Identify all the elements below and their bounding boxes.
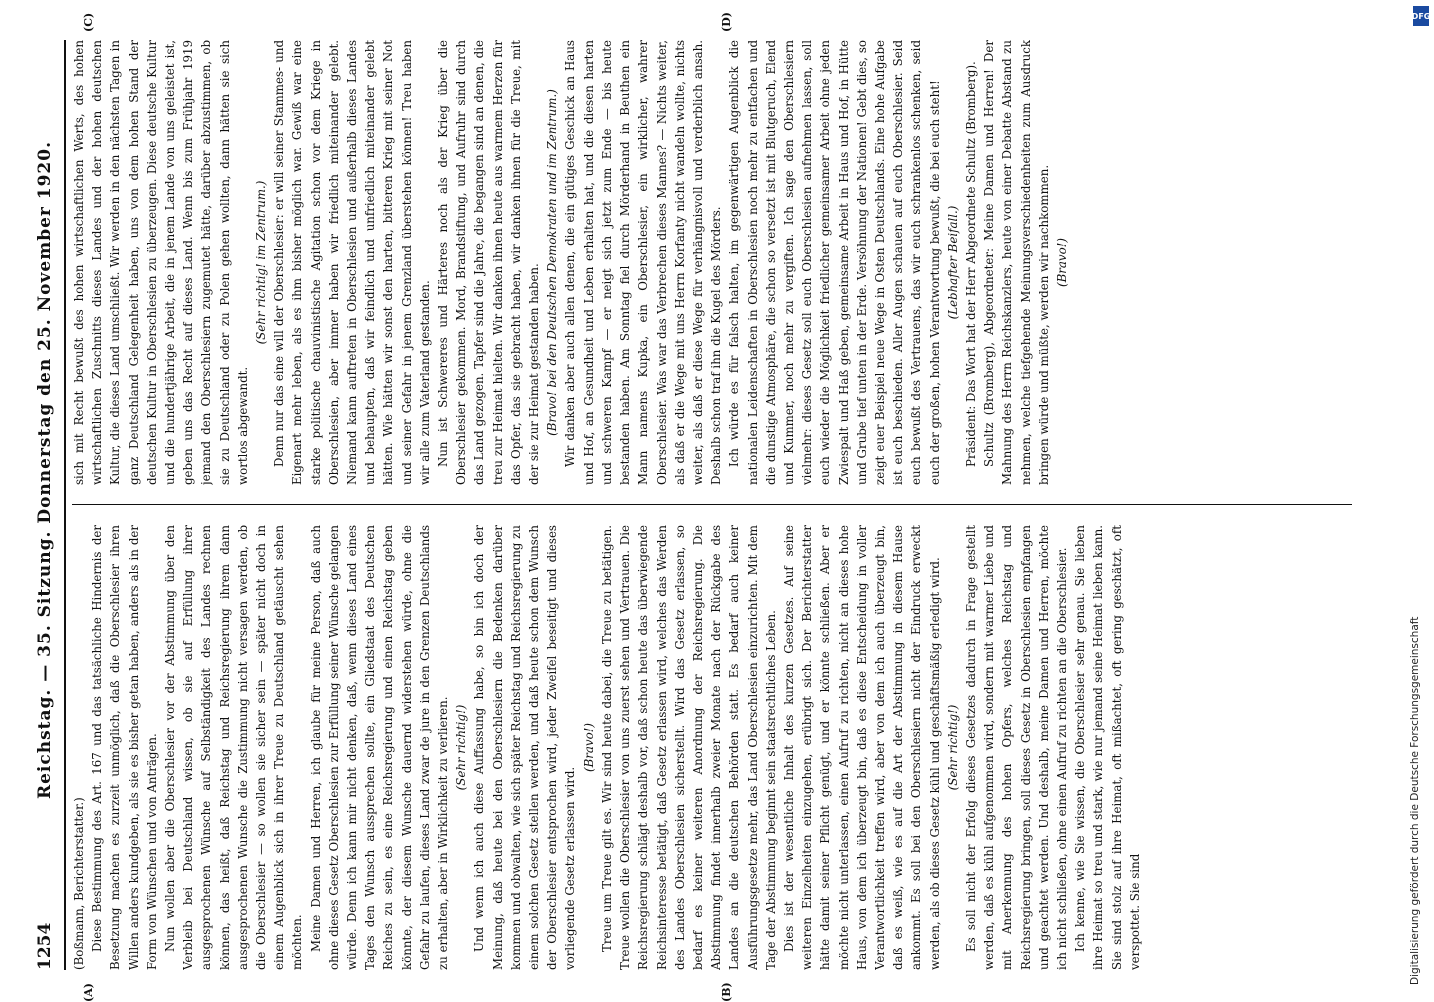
interjection: (Sehr richtig! im Zentrum.) <box>254 180 269 345</box>
speaker-paragraph: Schultz (Bromberg), Abgeordneter: Meine Damen und Herren! Der Mahnung des Herrn Reichskanzlers, heute von einer Debatte Abstand zu nehmen, welche tiefgehende Meinungsverschiedenheiten zum Ausdruck bringen würde und müßte, werden wir nachkommen. <box>982 40 1051 485</box>
dfg-logo: DFG <box>1413 6 1429 26</box>
right-column <box>70 40 1360 485</box>
paragraph: Meine Damen und Herren, ich glaube für meine Person, daß auch ohne dieses Gesetz Oberschlesien zur Erfüllung seiner Wünsche gelangen würde. Denn ich kann mir nicht denken, daß, wenn dieses Land eines Tages den Wunsch aussprechen sollte, ein Gliedstaat des Deutschen Reiches zu sein, es eine Reichsregierung und einen Reichstag geben könnte, der diesem Wunsche dauernd widerstehen würde, ohne die Gefahr zu laufen, dieses Land zwar de jure in den Grenzen Deutschlands zu erhalten, aber in Wirklichkeit zu verlieren. <box>308 525 451 970</box>
paragraph: Treue um Treue gilt es. Wir sind heute dabei, die Treue zu betätigen. Treue wollen die Oberschlesier von uns zuerst sehen und Vertrauen. Die Reichsregierung schlägt deshalb vor, daß schon heute das überwiegende Reichsinteresse betätigt, daß Gesetz erlassen wird, welches das Werden des Landes Oberschlesien sicherstellt. Wird das Gesetz erlassen, so bedarf es keiner weiteren Anordnung der Reichsregierung. Die Abstimmung findet innerhalb zweier Monate nach der Rückgabe des Landes an die deutschen Behörden statt. Es bedarf auch keiner Ausführungsgesetze mehr, das Land Oberschlesien einzurichten. Mit dem Tage der Abstimmung beginnt sein staatsrechtliches Leben. <box>599 525 778 970</box>
interjection: (Lebhafter Beifall.) <box>945 205 960 320</box>
margin-marker-d: (D) <box>720 12 733 32</box>
speaker-paragraph: Präsident: Das Wort hat der Herr Abgeordnete Schultz (Bromberg). <box>963 61 978 467</box>
margin-marker-b: (B) <box>720 982 733 1002</box>
margin-marker-a: (A) <box>82 983 95 1002</box>
paragraph: Wir danken aber auch allen denen, die ein gütiges Geschick an Haus und Hof, an Gesundheit und Leben erhalten hat, und die diesen harten und schweren Kampf — er neigt sich jetzt zum Ende — bis heute bestanden haben. Am Sonntag fiel durch Mörderhand in Beuthen ein Mann namens Kupka, ein Oberschlesier, ein wirklicher, wahrer Oberschlesier. Was war das Verbrechen dieses Mannes? — Nichts weiter, als daß er die Wege mit uns Herrn Korfanty nicht wandeln wollte, nichts weiter, als daß er diese Wege für verhängnisvoll und verderblich ansah. Deshalb schon traf ihn die Kugel des Mörders. <box>563 40 724 485</box>
left-column <box>70 525 1360 970</box>
margin-marker-c: (C) <box>82 12 95 32</box>
interjection: (Bravo!) <box>1054 237 1069 288</box>
interjection: (Sehr richtig!) <box>454 704 469 791</box>
paragraph: Und wenn ich auch diese Auffassung habe, so bin ich doch der Meinung, daß heute bei den Oberschlesiern die Bedenken darüber kommen und obwalten, wie sich später Reichstag und Reichsregierung zu einem solchen Gesetz stellen werden, und daß heute schon dem Wunsch der Oberschlesier entsprochen wird, jeder Zweifel beseitigt und dieses vorliegende Gesetz erlassen wird. <box>472 525 578 970</box>
paragraph: Nun ist Schwereres und Härteres noch als der Krieg über die Oberschlesier gekommen. Mord, Brandstiftung, und Aufruhr sind durch das Land gezogen. Tapfer sind die Jahre, die begangen sind an denen, die treu zur Heimat hielten. Wir danken ihnen heute aus warmem Herzen für das Opfer, das sie gebracht haben, wir danken ihnen für die Treue, mit der sie zur Heimat gestanden haben. <box>436 40 542 485</box>
digitization-credit: Digitalisierung gefördert durch die Deutsche Forschungsgemeinschaft <box>1409 616 1421 985</box>
interjection: (Bravo!) <box>581 722 596 773</box>
column-divider <box>72 504 1352 505</box>
paragraph: Diese Bestimmung des Art. 167 und das tatsächliche Hindernis der Besetzung machen es zurzeit unmöglich, daß die Oberschlesier ihren Willen anders kundgeben, als sie es bisher getan haben, anders als in der Form von Wünschen und von Anträgen. <box>90 525 159 970</box>
paragraph: Ich kenne, wie Sie wissen, die Oberschlesier sehr genau. Sie lieben ihre Heimat so treu und stark, wie nur jemand seine Heimat lieben kann. Sie sind stolz auf ihre Heimat, oft mißachtet, oft gering geschätzt, oft verspottet. Sie sind <box>1073 525 1142 970</box>
header-title: Reichstag. — 35. Sitzung. Donnerstag den 25. November 1920. <box>35 140 55 800</box>
page-number: 1254 <box>35 922 55 970</box>
paragraph: (Boßmann, Berichterstatter.) <box>72 797 86 970</box>
paragraph: Ich würde es für falsch halten, im gegenwärtigen Augenblick die nationalen Leidenschaften in Oberschlesien noch mehr zu entfachen und die dunstige Atmosphäre, die schon so versetzt ist mit Blutgeruch, Elend und Kummer, noch mehr zu vergiften. Ich sage den Oberschlesiern vielmehr: dieses Gesetz soll euch Oberschlesien aufnehmen lassen, soll euch wieder die Möglichkeit friedlicher gemeinsamer Arbeit ohne jeden Zwiespalt und Haß geben, gemeinsame Arbeit in Haus und Hof, in Hütte und Grube tief unten in der Erde. Versöhnung der Nationen! Gebt dies, so zeigt euer Beispiel neue Wege in Osten Deutschlands. Eine hohe Aufgabe ist euch beschieden. Aller Augen schauen auf euch Oberschlesier. Seid euch bewußt des Vertrauens, das wir euch schrankenlos schenken, seid euch der großen, hohen Verantwortung bewußt, die bei euch steht! <box>727 40 942 485</box>
running-header <box>30 40 60 970</box>
interjection: (Sehr richtig!) <box>945 704 960 791</box>
interjection: (Bravo! bei den Deutschen Demokraten und im Zentrum.) <box>545 89 560 436</box>
paragraph: Dies ist der wesentliche Inhalt des kurzen Gesetzes. Auf seine weiteren Einzelheiten einzugehen, erübrigt sich. Der Berichterstatter hätte damit seiner Pflicht genügt, und er könnte schließen. Aber er möchte nicht unterlassen, einen Aufruf zu richten, nicht an dieses hohe Haus, von dem ich überzeugt bin, daß es diese Entscheidung in voller Verantwortlichkeit treffen wird, aber von dem ich auch überzeugt bin, daß es weiß, wie es auf die Art der Abstimmung in diesem Hause ankommt. Es soll bei den Oberschlesiern nicht der Eindruck erweckt werden, als ob dieses Gesetz kühl und geschäftsmäßig erledigt wird. <box>781 525 942 970</box>
header-rule <box>64 40 66 970</box>
paragraph: Es soll nicht der Erfolg dieses Gesetzes dadurch in Frage gestellt werden, daß es kühl aufgenommen wird, sondern mit warmer Liebe und mit Anerkennung des hohen Opfers, welches Reichstag und Reichsregierung bringen, soll dieses Gesetz in Oberschlesien empfangen und geachtet werden. Und deshalb, meine Damen und Herren, möchte ich nicht schließen, ohne einen Aufruf zu richten an die Oberschlesier. <box>963 525 1069 970</box>
paragraph: Denn nur das eine will der Oberschlesier: er will seiner Stammes- und Eigenart mehr leben, als es ihm bisher möglich war. Gewiß war eine starke politische chauvinistische Agitation schon vor dem Kriege in Oberschlesien, aber immer haben wir friedlich miteinander gelebt. Niemand kann auftreten in Oberschlesien und außerhalb dieses Landes und behaupten, daß wir feindlich und unfriedlich miteinander gelebt hätten. Wie hätten wir sonst den harten, bitteren Krieg mit seiner Not und seiner Gefahr in jenem Grenzland überstehen können! Treu haben wir alle zum Vaterland gestanden. <box>272 40 432 485</box>
rotated-page-content <box>30 12 1400 1002</box>
paragraph: sich mit Recht bewußt des hohen wirtschaftlichen Werts, des hohen wirtschaftlichen Zuschnitts dieses Landes und der hohen deutschen Kultur, die dieses Land umschließt. Wir werden in den nächsten Tagen in ganz Deutschland Gelegenheit haben, uns von dem hohen Stand der deutschen Kultur in Oberschlesien zu überzeugen. Diese deutsche Kultur und die hundertjährige Arbeit, die in jenem Lande von uns geleistet ist, geben uns das Recht auf dieses Land. Wenn bis zum Frühjahr 1919 jemand den Oberschlesiern zugemutet hätte, darüber abzustimmen, ob sie zu Deutschland oder zu Polen gehen wollten, dann hätten sie sich wortlos abgewandt. <box>72 40 250 485</box>
paragraph: Nun wollen aber die Oberschlesier vor der Abstimmung über den Verbleib bei Deutschland wissen, ob sie auf Erfüllung ihrer ausgesprochenen Wünsche auf Selbständigkeit des Landes rechnen können, das heißt, daß Reichstag und Reichsregierung ihrem dann ausgesprochenen Wunsche die Zustimmung nicht versagen werden, ob die Oberschlesier — so wollen sie sicher sein — später nicht doch in einem Augenblick sich in ihrer Treue zu Deutschland getäuscht sehen möchten. <box>163 525 305 970</box>
